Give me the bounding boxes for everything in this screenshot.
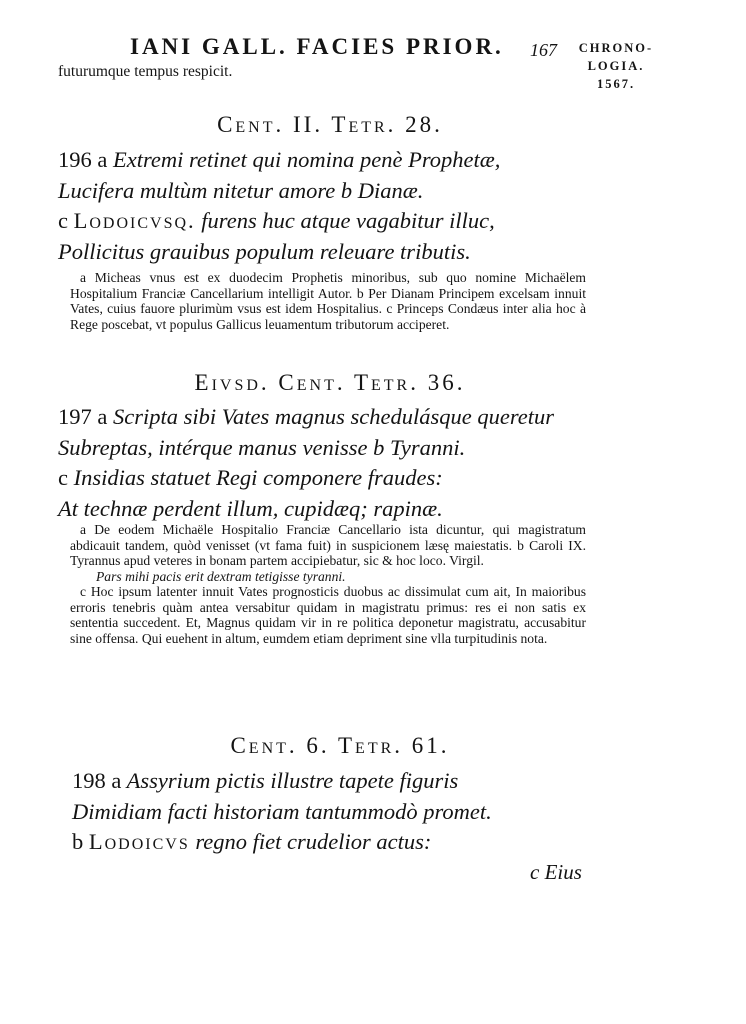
catchword: c Eius [530, 860, 582, 884]
verse-marker: 196 a [58, 147, 108, 172]
verse-line [72, 766, 492, 797]
margin-note-line: 1567. [596, 77, 636, 91]
verse-line [58, 463, 554, 494]
verse-text: Insidias statuet Regi componere fraudes: [73, 465, 443, 490]
verse-marker: 198 a [72, 768, 122, 793]
verse-text: At technæ perdent illum, cupidæq; rapinæ. [58, 495, 443, 521]
verse-text: Assyrium pictis illustre tapete figuris [126, 768, 459, 793]
page-number: 167 [530, 40, 557, 60]
verse-name: Lodoicvsq. [73, 208, 196, 233]
verse-marker: c [58, 465, 68, 490]
margin-note-line: CHRONO- [578, 41, 654, 55]
section-heading: Cent. II. Tetr. 28. [217, 112, 443, 137]
verse-line [58, 237, 500, 268]
verse-line [58, 176, 500, 207]
verse-marker: c [58, 208, 68, 233]
verse-marker: b [72, 829, 84, 854]
section-heading: Eivsd. Cent. Tetr. 36. [194, 370, 466, 395]
verse-line [58, 402, 554, 433]
commentary-notes [70, 522, 586, 646]
verse-text: Dimidiam facti historiam tantummodò promet. [72, 798, 492, 824]
verse-text: regno fiet crudelior actus: [195, 829, 432, 854]
verse-text: Subreptas, intérque manus venisse b Tyranni. [58, 434, 466, 460]
continuation-line: futurumque tempus respicit. [58, 63, 233, 80]
verse-block [58, 402, 554, 524]
verse-line [58, 145, 500, 176]
running-title: IANI GALL. FACIES PRIOR. [130, 34, 504, 59]
verse-text: Extremi retinet qui nomina penè Prophetæ, [113, 147, 501, 172]
verse-line [72, 827, 492, 858]
verse-line [72, 797, 492, 828]
commentary-notes [70, 270, 586, 332]
note-quotation: Pars mihi pacis erit dextram tetigisse tyranni. [96, 568, 346, 584]
verse-text: Scripta sibi Vates magnus schedulásque queretur [113, 404, 555, 429]
margin-note-line: LOGIA. [587, 59, 645, 73]
note-paragraph: c Hoc ipsum latenter innuit Vates prognosticis duobus ac dissimulat cum ait, In maioribus erroris tenebris quàm antea versabitur quidam in magistratu primus: res ei non satis ex sententia succedent. Et, Magnus quidam vir in re politica deponetur magistratu, accusabitur sine offensa. Qui euehent in altum, eumdem etiam depriment sine vlla turpitudinis nota. [70, 584, 586, 646]
verse-line [58, 206, 500, 237]
verse-line [58, 433, 554, 464]
verse-block [58, 145, 500, 267]
verse-text: Pollicitus grauibus populum releuare tributis. [58, 238, 471, 264]
verse-text: furens huc atque vagabitur illuc, [201, 208, 495, 233]
verse-name: Lodoicvs [88, 829, 190, 854]
verse-marker: 197 a [58, 404, 108, 429]
section-heading: Cent. 6. Tetr. 61. [230, 733, 450, 758]
note-paragraph: a De eodem Michaële Hospitalio Franciæ Cancellario ista dicuntur, qui magistratum abdicauit tandem, quòd venisset (vt fama fuit) in suspicionem læsę maiestatis. b Caroli IX. Tyrannus apud veteres in bonam partem accipiebatur, sic & hoc loco. Virgil. [70, 522, 586, 568]
margin-note [566, 39, 666, 93]
note-paragraph: a Micheas vnus est ex duodecim Prophetis minoribus, sub quo nomine Michaëlem Hospitalium Franciæ Cancellarium intelligit Autor. b Per Dianam Principem excelsam innuit Vates, cuius fauore plurimùm vsus est idem Hospitalius. c Princeps Condæus inter alia hoc à Rege poscebat, vt populus Gallicus leuamentum tributorum acciperet. [70, 270, 586, 332]
verse-line [58, 494, 554, 525]
verse-text: Lucifera multùm nitetur amore b Dianæ. [58, 177, 424, 203]
verse-block [72, 766, 492, 858]
